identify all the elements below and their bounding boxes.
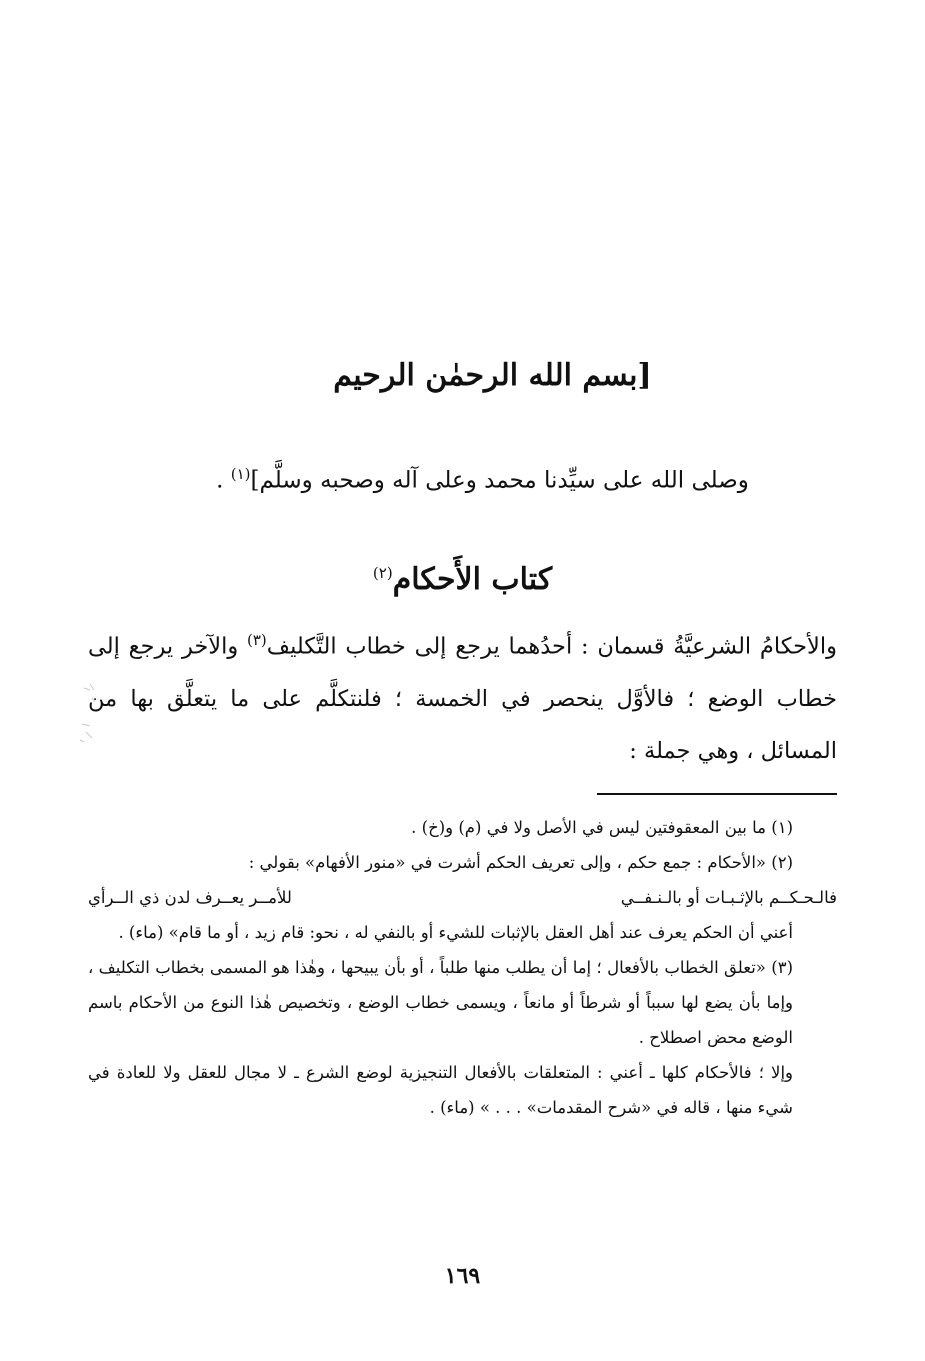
book-title-text: كتاب الأَحكام	[392, 562, 553, 597]
footnote-ref-3: (٣)	[247, 631, 267, 649]
margin-marks-icon	[62, 680, 102, 750]
page-number: ١٦٩	[444, 1263, 481, 1289]
main-paragraph	[88, 614, 837, 777]
footnote-2-intro: (٢) «الأحكام : جمع حكم ، وإلى تعريف الحكم أشرت في «منور الأفهام» بقولي :	[248, 853, 793, 872]
margin-scribble	[62, 680, 102, 750]
main-text-part1: والأحكامُ الشرعيَّةُ قسمان : أحدُهما يرجع إلى خطاب التَّكليف	[266, 633, 838, 660]
verse-hemistich-1: فالـحـكــم بالإثـبـات أو بالـنـفــي	[620, 888, 837, 907]
footnote-2-verse	[88, 880, 837, 915]
salutation-end: .	[216, 467, 231, 494]
footnote-ref-2: (٢)	[372, 564, 393, 582]
basmala-heading: [بسم الله الرحمٰن الرحيم	[333, 358, 652, 393]
verse-hemistich-2: للأمــر يعــرف لدن ذي الــرأي	[88, 888, 292, 907]
book-title	[0, 548, 925, 605]
salutation-line	[150, 452, 775, 503]
main-text-part2: والآخر يرجع إلى خطاب الوضع ؛ فالأوَّل ينحصر في الخمسة ؛ فلنتكلَّم على ما يتعلَّق بها من المسائل ، وهي جملة :	[88, 633, 837, 764]
footnote-1: (١) ما بين المعقوفتين ليس في الأصل ولا في (م) و(خ) .	[411, 818, 793, 837]
footnote-2-body: أعني أن الحكم يعرف عند أهل العقل بالإثبات للشيء أو بالنفي له ، نحو: قام زيد ، أو ما قام» (ماء) .	[118, 923, 793, 942]
salutation-text: وصلى الله على سيِّدنا محمد وعلى آله وصحبه وسلَّم]	[250, 467, 749, 494]
footnote-ref-1: (١)	[230, 465, 251, 483]
footnote-3-continuation: وإلا ؛ فالأحكام كلها ـ أعني : المتعلقات بالأفعال التنجيزية لوضع الشرع ـ لا مجال للعقل ولا للعادة في شيء منها ، قاله في «شرح المقدمات» . . . » (ماء) .	[88, 1063, 793, 1117]
footnote-3-body: (٣) «تعلق الخطاب بالأفعال ؛ إما أن يطلب منها طلباً ، أو بأن يبيحها ، وهٰذا هو المسمى بخطاب التكليف ، وإما بأن يضع لها سبباً أو شرطاً أو مانعاً ، ويسمى خطاب الوضع ، وتخصيص هٰذا النوع من الأحكام باسم الوضع محض اصطلاح .	[88, 958, 793, 1047]
footnotes-section	[88, 810, 837, 1125]
footnote-separator	[597, 793, 837, 795]
